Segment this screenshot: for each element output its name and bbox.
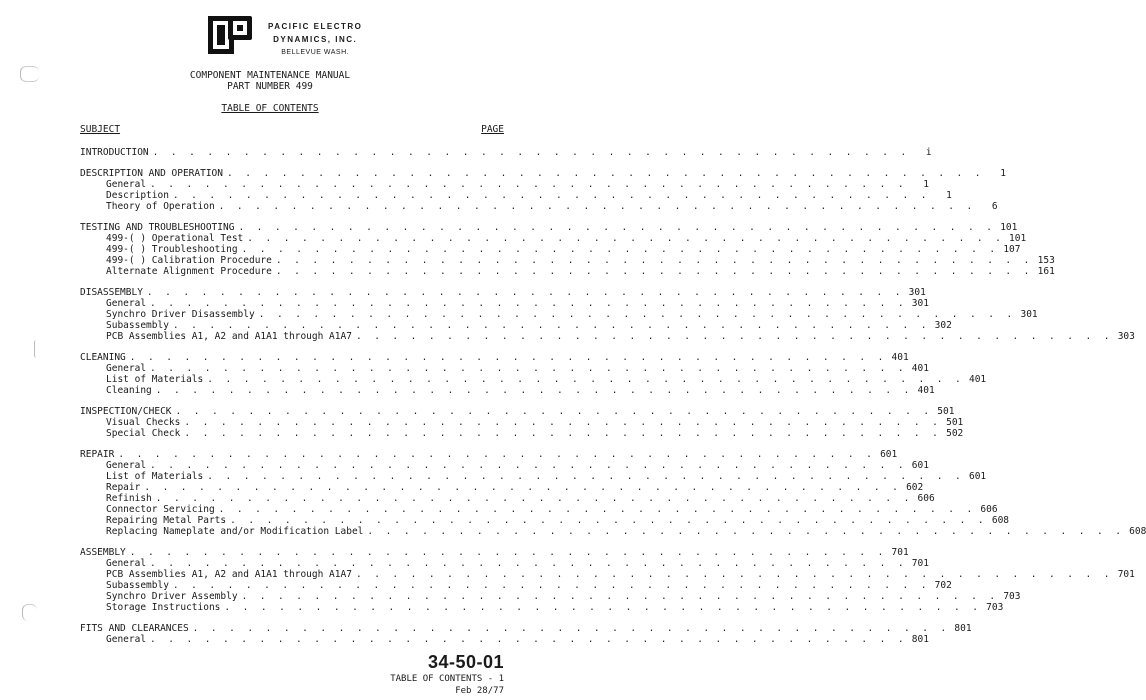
revision-date: Feb 28/77 [455,686,504,696]
toc-entry [80,569,1135,580]
toc-entry [80,460,929,471]
toc-entry-label: Alternate Alignment Procedure [106,266,272,277]
toc-entry [80,515,1010,526]
toc-entry-page: 702 [934,580,952,591]
toc-section-heading-page: 401 [891,352,909,363]
toc-entry-label: PCB Assemblies A1, A2 and A1A1 through A1A7 [106,331,352,342]
binder-hole-mark [22,604,37,621]
toc-entry [80,385,935,396]
toc-entry [80,255,1055,266]
dot-leader: . . . . . . . . . . . . . . . . . . . . . . . . . . . . . . . . . . . . . . . . . . [184,428,942,439]
toc-entry-label: List of Materials [106,471,204,482]
toc-entry-page: 602 [906,482,924,493]
toc-entry-label: Connector Servicing [106,504,215,515]
toc-entry-label: List of Materials [106,374,204,385]
toc-entry [80,266,1055,277]
dot-leader: . . . . . . . . . . . . . . . . . . . . . . . . . . . . . . . . . . . . . . . . . . [129,547,887,558]
toc-entry-page: 302 [934,320,952,331]
toc-entry-page: 703 [986,602,1004,613]
toc-section [80,287,1135,342]
toc-entry [80,179,929,190]
toc-entry-label: Description [106,190,169,201]
toc-entry-page: 701 [911,558,929,569]
toc-entry [80,298,929,309]
toc-entry [80,331,1135,342]
toc-entry-label: General [106,179,147,190]
toc-entry-label: Repair [106,482,141,493]
toc-section-heading-label: CLEANING [80,352,126,363]
toc-entry-page: 401 [917,385,935,396]
toc-entry-page: 401 [968,374,987,385]
toc-entry-page: 608 [1129,526,1146,537]
dot-leader: . . . . . . . . . . . . . . . . . . . . . . . . . . . . . . . . . . . . . . . . . . [155,493,913,504]
binder-hole-mark [34,340,39,358]
toc-entry-label: Storage Instructions [106,602,221,613]
dot-leader: . . . . . . . . . . . . . . . . . . . . . . . . . . . . . . . . . . . . . . . . . . [241,244,999,255]
toc-entry-label: Cleaning [106,385,152,396]
toc-entry [80,233,1027,244]
toc-entry-label: 499-( ) Operational Test [106,233,244,244]
toc-entry-label: General [106,634,147,645]
page-header: PAGE [481,124,504,135]
page-label: TABLE OF CONTENTS - 1 [390,674,504,684]
toc-entry [80,591,1021,602]
toc-section [80,449,1146,537]
dot-leader: . . . . . . . . . . . . . . . . . . . . . . . . . . . . . . . . . . . . . . . . . . [218,504,976,515]
dot-leader: . . . . . . . . . . . . . . . . . . . . . . . . . . . . . . . . . . . . . . . . . . [367,526,1125,537]
toc-entry-label: General [106,298,147,309]
toc-entry-page: 606 [917,493,935,504]
toc-section [80,222,1055,277]
toc-section [80,147,932,158]
dot-leader: . . . . . . . . . . . . . . . . . . . . . . . . . . . . . . . . . . . . . . . . . . [238,222,996,233]
toc-entry [80,471,987,482]
toc-section-heading-label: DISASSEMBLY [80,287,143,298]
toc-entry-page: 1 [923,179,929,190]
dot-leader: . . . . . . . . . . . . . . . . . . . . . . . . . . . . . . . . . . . . . . . . . . [152,147,910,158]
toc-entry [80,504,998,515]
toc-entry-label: Special Check [106,428,181,439]
toc-section-heading [80,352,909,363]
toc-section-heading-label: INTRODUCTION [80,147,149,158]
company-line-2: DYNAMICS, INC. [273,35,358,44]
dot-leader: . . . . . . . . . . . . . . . . . . . . . . . . . . . . . . . . . . . . . . . . . . [184,417,942,428]
toc-section [80,168,1006,212]
toc-section-heading [80,623,972,634]
dot-leader: . . . . . . . . . . . . . . . . . . . . . . . . . . . . . . . . . . . . . . . . . . [230,515,988,526]
toc-section-heading-page: 601 [880,449,898,460]
toc-entry [80,428,964,439]
toc-section-heading [80,147,932,158]
toc-entry-label: Synchro Driver Disassembly [106,309,255,320]
toc-entry-page: 501 [946,417,964,428]
toc-entry [80,320,952,331]
toc-entry-page: 401 [911,363,929,374]
manual-title-line: COMPONENT MAINTENANCE MANUAL [189,70,351,81]
toc-section-heading-page: 101 [1000,222,1018,233]
toc-entry [80,374,987,385]
manual-part-number: PART NUMBER 499 [227,81,313,92]
toc-section-heading [80,547,909,558]
toc-entry-page: 301 [911,298,929,309]
toc-section-heading [80,287,926,298]
dot-leader: . . . . . . . . . . . . . . . . . . . . . . . . . . . . . . . . . . . . . . . . . . [275,255,1033,266]
toc-entry [80,190,952,201]
toc-entry-page: 703 [1003,591,1021,602]
toc-entry-page: 701 [1117,569,1135,580]
toc-section-heading-page: 701 [891,547,909,558]
dot-leader: . . . . . . . . . . . . . . . . . . . . . . . . . . . . . . . . . . . . . . . . . . [118,449,876,460]
dot-leader: . . . . . . . . . . . . . . . . . . . . . . . . . . . . . . . . . . . . . . . . . . [146,287,904,298]
toc-entry [80,634,929,645]
dot-leader: . . . . . . . . . . . . . . . . . . . . . . . . . . . . . . . . . . . . . . . . . . [275,266,1033,277]
toc-entry [80,558,929,569]
dot-leader: . . . . . . . . . . . . . . . . . . . . . . . . . . . . . . . . . . . . . . . . . . [258,309,1016,320]
toc-entry [80,363,929,374]
toc-section [80,406,964,439]
dot-leader: . . . . . . . . . . . . . . . . . . . . . . . . . . . . . . . . . . . . . . . . . . [207,374,965,385]
toc-entry-label: Replacing Nameplate and/or Modification Label [106,526,364,537]
toc-section-heading-label: REPAIR [80,449,115,460]
toc-entry [80,201,998,212]
toc-entry-label: Repairing Metal Parts [106,515,227,526]
dot-leader: . . . . . . . . . . . . . . . . . . . . . . . . . . . . . . . . . . . . . . . . . . [172,320,930,331]
dot-leader: . . . . . . . . . . . . . . . . . . . . . . . . . . . . . . . . . . . . . . . . . . [150,363,907,374]
toc-entry-page: 303 [1117,331,1135,342]
dot-leader: . . . . . . . . . . . . . . . . . . . . . . . . . . . . . . . . . . . . . . . . . . [224,602,982,613]
toc-section-heading-page: 1 [1000,168,1006,179]
toc-entry-page: 153 [1037,255,1055,266]
toc-entry-page: 107 [1003,244,1021,255]
toc-title: TABLE OF CONTENTS [221,103,319,114]
toc-section-heading-page: 301 [908,287,926,298]
toc-section-heading-label: DESCRIPTION AND OPERATION [80,168,223,179]
toc-section-heading-label: ASSEMBLY [80,547,126,558]
document-number: 34-50-01 [427,652,504,672]
binder-hole-mark [20,66,39,82]
toc-entry-label: PCB Assemblies A1, A2 and A1A1 through A1A7 [106,569,352,580]
toc-entry-label: General [106,558,147,569]
toc-section-heading-label: FITS AND CLEARANCES [80,623,189,634]
toc-section-heading-page: 501 [937,406,955,417]
dot-leader: . . . . . . . . . . . . . . . . . . . . . . . . . . . . . . . . . . . . . . . . . . [241,591,999,602]
toc-entry [80,482,924,493]
toc-entry [80,580,952,591]
dot-leader: . . . . . . . . . . . . . . . . . . . . . . . . . . . . . . . . . . . . . . . . . . [218,201,976,212]
toc-section-heading [80,449,898,460]
dot-leader: . . . . . . . . . . . . . . . . . . . . . . . . . . . . . . . . . . . . . . . . . . [192,623,950,634]
dot-leader: . . . . . . . . . . . . . . . . . . . . . . . . . . . . . . . . . . . . . . . . . . [172,580,930,591]
toc-section-heading-label: INSPECTION/CHECK [80,406,172,417]
toc-entry-label: Refinish [106,493,152,504]
toc-entry-label: 499-( ) Calibration Procedure [106,255,272,266]
toc-section [80,352,987,396]
toc-entry-label: Synchro Driver Assembly [106,591,238,602]
toc-entry-label: Subassembly [106,320,169,331]
subject-header: SUBJECT [80,124,121,135]
toc-section [80,547,1135,613]
dot-leader: . . . . . . . . . . . . . . . . . . . . . . . . . . . . . . . . . . . . . . . . . . [150,634,907,645]
toc-section-heading-page: i [925,147,932,158]
company-city: BELLEVUE WASH. [281,49,350,56]
toc-entry-page: 801 [911,634,929,645]
dot-leader: . . . . . . . . . . . . . . . . . . . . . . . . . . . . . . . . . . . . . . . . . . [150,460,907,471]
toc-entry-label: General [106,460,147,471]
dot-leader: . . . . . . . . . . . . . . . . . . . . . . . . . . . . . . . . . . . . . . . . . . [247,233,1005,244]
toc-section-heading-label: TESTING AND TROUBLESHOOTING [80,222,235,233]
toc-entry [80,526,1146,537]
toc-entry-page: 101 [1009,233,1027,244]
dot-leader: . . . . . . . . . . . . . . . . . . . . . . . . . . . . . . . . . . . . . . . . . . [355,331,1113,342]
toc-entry-label: Theory of Operation [106,201,215,212]
toc-entry-page: 606 [980,504,998,515]
toc-entry-page: 601 [968,471,987,482]
dot-leader: . . . . . . . . . . . . . . . . . . . . . . . . . . . . . . . . . . . . . . . . . . [155,385,913,396]
toc-entry-page: 161 [1037,266,1055,277]
dot-leader: . . . . . . . . . . . . . . . . . . . . . . . . . . . . . . . . . . . . . . . . . . [150,179,907,190]
dot-leader: . . . . . . . . . . . . . . . . . . . . . . . . . . . . . . . . . . . . . . . . . . [144,482,902,493]
toc-entry [80,602,1004,613]
dot-leader: . . . . . . . . . . . . . . . . . . . . . . . . . . . . . . . . . . . . . . . . . . [150,558,907,569]
toc-entry-label: Visual Checks [106,417,181,428]
toc-entry-page: 608 [991,515,1010,526]
toc-entry [80,417,964,428]
dot-leader: . . . . . . . . . . . . . . . . . . . . . . . . . . . . . . . . . . . . . . . . . . [129,352,887,363]
toc-list [80,147,1146,655]
company-line-1: PACIFIC ELECTRO [268,22,363,31]
manual-title [0,70,540,92]
toc-entry [80,309,1038,320]
toc-entry-page: 6 [991,201,998,212]
dot-leader: . . . . . . . . . . . . . . . . . . . . . . . . . . . . . . . . . . . . . . . . . . [172,190,930,201]
toc-section-heading [80,406,955,417]
dot-leader: . . . . . . . . . . . . . . . . . . . . . . . . . . . . . . . . . . . . . . . . . . [150,298,907,309]
toc-section-heading-page: 801 [954,623,972,634]
toc-entry-label: Subassembly [106,580,169,591]
company-logo [206,14,254,56]
dot-leader: . . . . . . . . . . . . . . . . . . . . . . . . . . . . . . . . . . . . . . . . . . [355,569,1113,580]
toc-entry-page: 1 [946,190,952,201]
toc-entry-label: 499-( ) Troubleshooting [106,244,238,255]
toc-entry-page: 301 [1020,309,1038,320]
dot-leader: . . . . . . . . . . . . . . . . . . . . . . . . . . . . . . . . . . . . . . . . . . [207,471,965,482]
toc-section-heading [80,168,1006,179]
dot-leader: . . . . . . . . . . . . . . . . . . . . . . . . . . . . . . . . . . . . . . . . . . [227,168,984,179]
toc-section [80,623,972,645]
toc-entry [80,244,1021,255]
toc-entry-page: 601 [911,460,929,471]
company-name [268,20,362,59]
toc-entry-label: General [106,363,147,374]
toc-entry-page: 502 [946,428,964,439]
toc-entry [80,493,935,504]
toc-section-heading [80,222,1018,233]
dot-leader: . . . . . . . . . . . . . . . . . . . . . . . . . . . . . . . . . . . . . . . . . . [175,406,933,417]
